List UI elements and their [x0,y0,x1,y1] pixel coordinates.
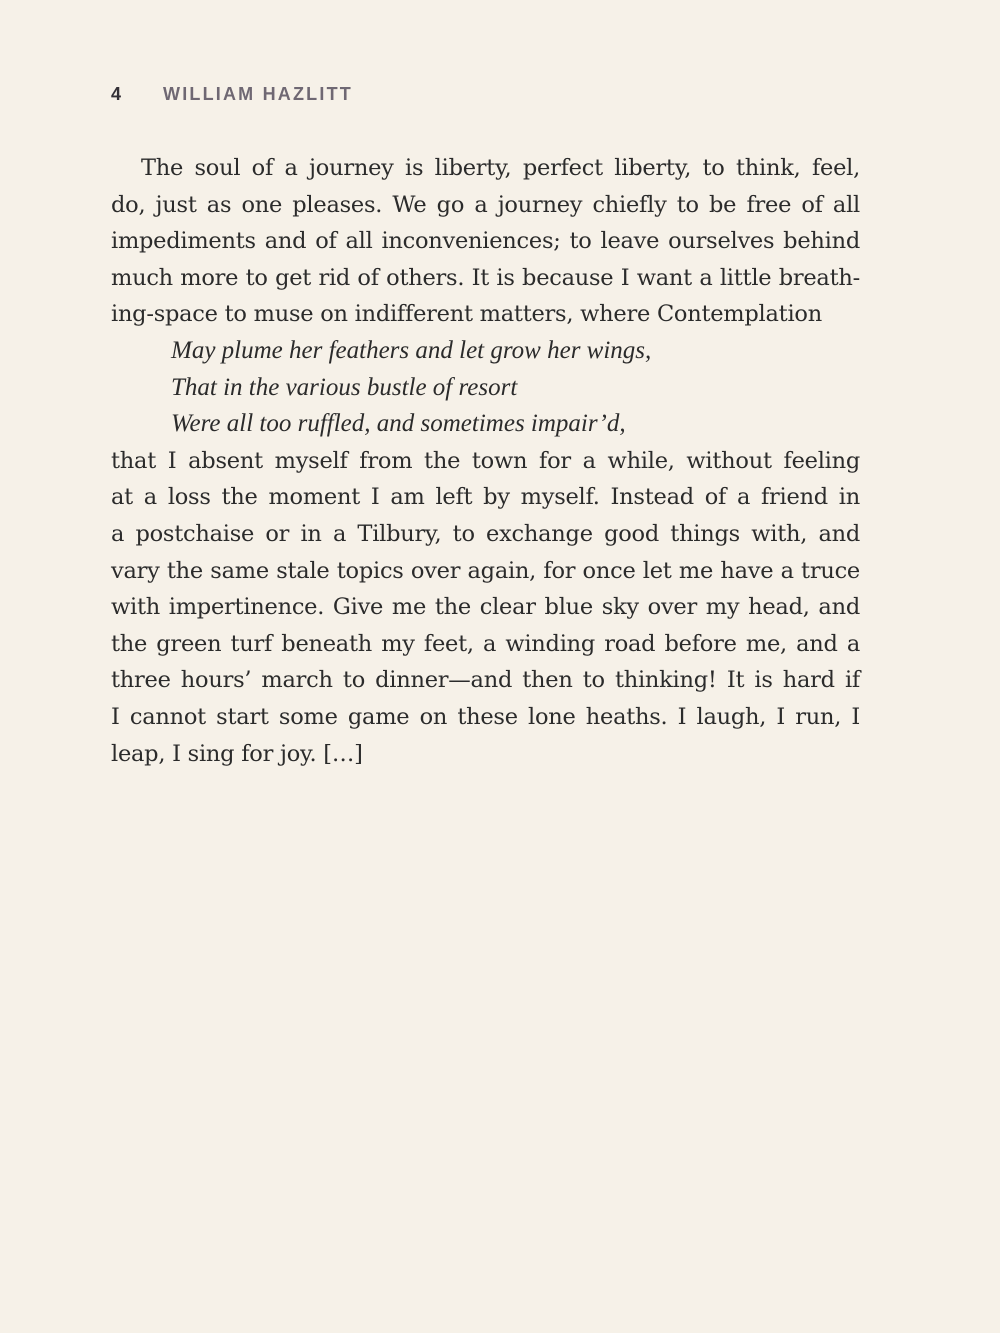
verse-line: That in the various bustle of resort [171,373,518,401]
paragraph-line: at a loss the moment I am left by myself. Instead of a friend in [111,484,860,511]
paragraph-line: do, just as one pleases. We go a journey chiefly to be free of all [111,191,860,218]
paragraph-line: three hours’ march to dinner—and then to thinking! It is hard if [111,667,860,694]
paragraph-line: I cannot start some game on these lone heaths. I laugh, I run, I [111,703,860,730]
running-head [111,82,353,106]
paragraph-line: The soul of a journey is liberty, perfect liberty, to think, feel, [141,155,860,181]
paragraph-line: vary the same stale topics over again, for once let me have a truce [111,557,860,584]
paragraph-line: ing-space to muse on indifferent matters, where Contemplation [111,301,822,328]
verse-line: May plume her feathers and let grow her wings, [171,336,652,364]
paragraph-line: much more to get rid of others. It is because I want a little breath- [111,264,860,291]
page-number: 4 [111,83,122,104]
body-text [111,150,860,772]
verse-line: Were all too ruffled, and sometimes impair’d, [171,410,626,438]
running-head-author: WILLIAM HAZLITT [163,83,353,104]
paragraph-line: with impertinence. Give me the clear blue sky over my head, and [111,594,860,621]
paragraph-line: a postchaise or in a Tilbury, to exchange good things with, and [111,520,860,547]
paragraph-line: leap, I sing for joy. […] [111,740,363,767]
paragraph-line: the green turf beneath my feet, a winding road before me, and a [111,630,860,657]
paragraph-line: that I absent myself from the town for a while, without feeling [111,447,860,474]
paragraph-line: impediments and of all inconveniences; to leave ourselves behind [111,228,860,255]
